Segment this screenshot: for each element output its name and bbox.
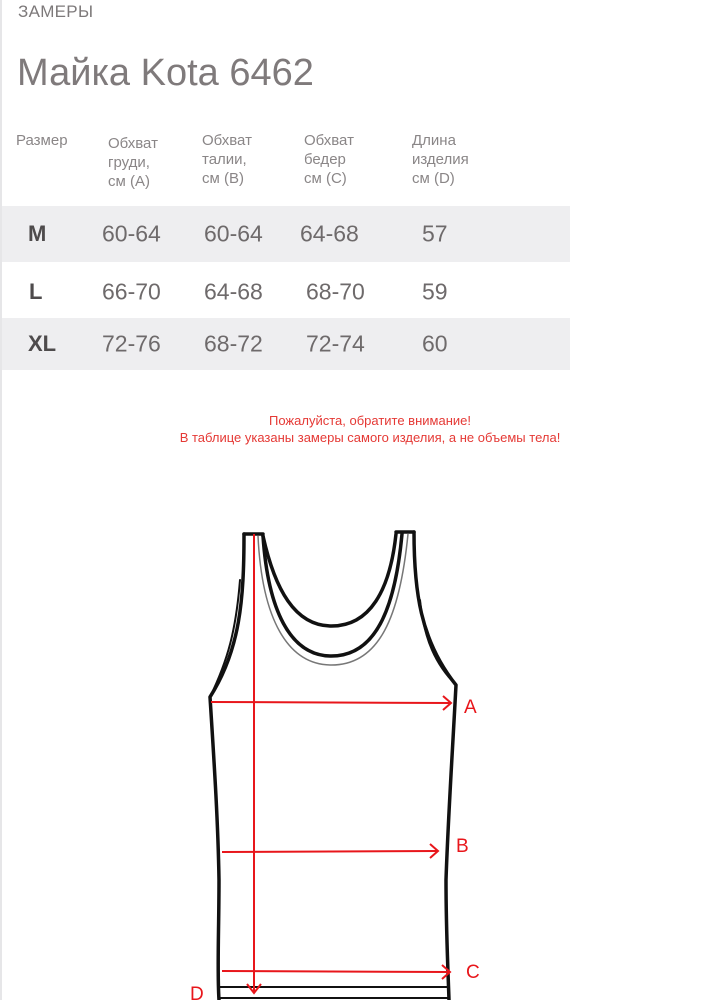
table-row (2, 206, 570, 262)
header-length: Длина изделия см (D) (412, 132, 469, 187)
length-cell: 59 (422, 278, 448, 305)
size-cell: L (29, 279, 43, 304)
label-b: B (456, 836, 469, 857)
label-a: A (464, 697, 477, 718)
notice-line-1: Пожалуйста, обратите внимание! (269, 413, 471, 428)
hips-cell: 72-74 (306, 330, 365, 357)
tank-top-measurement-diagram (0, 480, 727, 1000)
waist-arrow-line (222, 851, 438, 852)
waist-cell: 60-64 (204, 220, 263, 247)
chest-cell: 72-76 (102, 330, 161, 357)
header-chest: Обхват груди, см (А) (108, 135, 158, 190)
chest-cell: 60-64 (102, 220, 161, 247)
size-cell: XL (28, 331, 57, 356)
waist-cell: 64-68 (204, 278, 263, 305)
length-cell: 57 (422, 220, 448, 247)
chest-arrow-line (211, 702, 451, 703)
product-title: Майка Kota 6462 (17, 52, 314, 94)
hips-cell: 64-68 (300, 220, 359, 247)
notice-line-2: В таблице указаны замеры самого изделия, а не объемы тела! (179, 430, 561, 445)
header-size: Размер (16, 132, 68, 149)
label-c: C (466, 962, 480, 983)
table-row (2, 318, 570, 370)
size-cell: M (28, 221, 47, 246)
right-armhole-inner (420, 600, 456, 685)
measurement-arrows (211, 534, 451, 993)
section-label: ЗАМЕРЫ (18, 2, 94, 21)
header-waist: Обхват талии, см (В) (202, 132, 252, 187)
label-d: D (190, 984, 204, 1000)
header-hips: Обхват бедер см (С) (304, 132, 354, 187)
waist-cell: 68-72 (204, 330, 263, 357)
tank-top-outline (210, 532, 456, 1000)
hips-arrow-line (222, 971, 450, 972)
back-neckline (263, 534, 396, 626)
left-side-outline (210, 534, 244, 1000)
front-neckline-trim (258, 534, 408, 665)
measurement-notice (150, 412, 590, 446)
length-cell: 60 (422, 330, 448, 357)
table-row (2, 264, 570, 320)
hips-cell: 68-70 (306, 278, 365, 305)
chest-cell: 66-70 (102, 278, 161, 305)
